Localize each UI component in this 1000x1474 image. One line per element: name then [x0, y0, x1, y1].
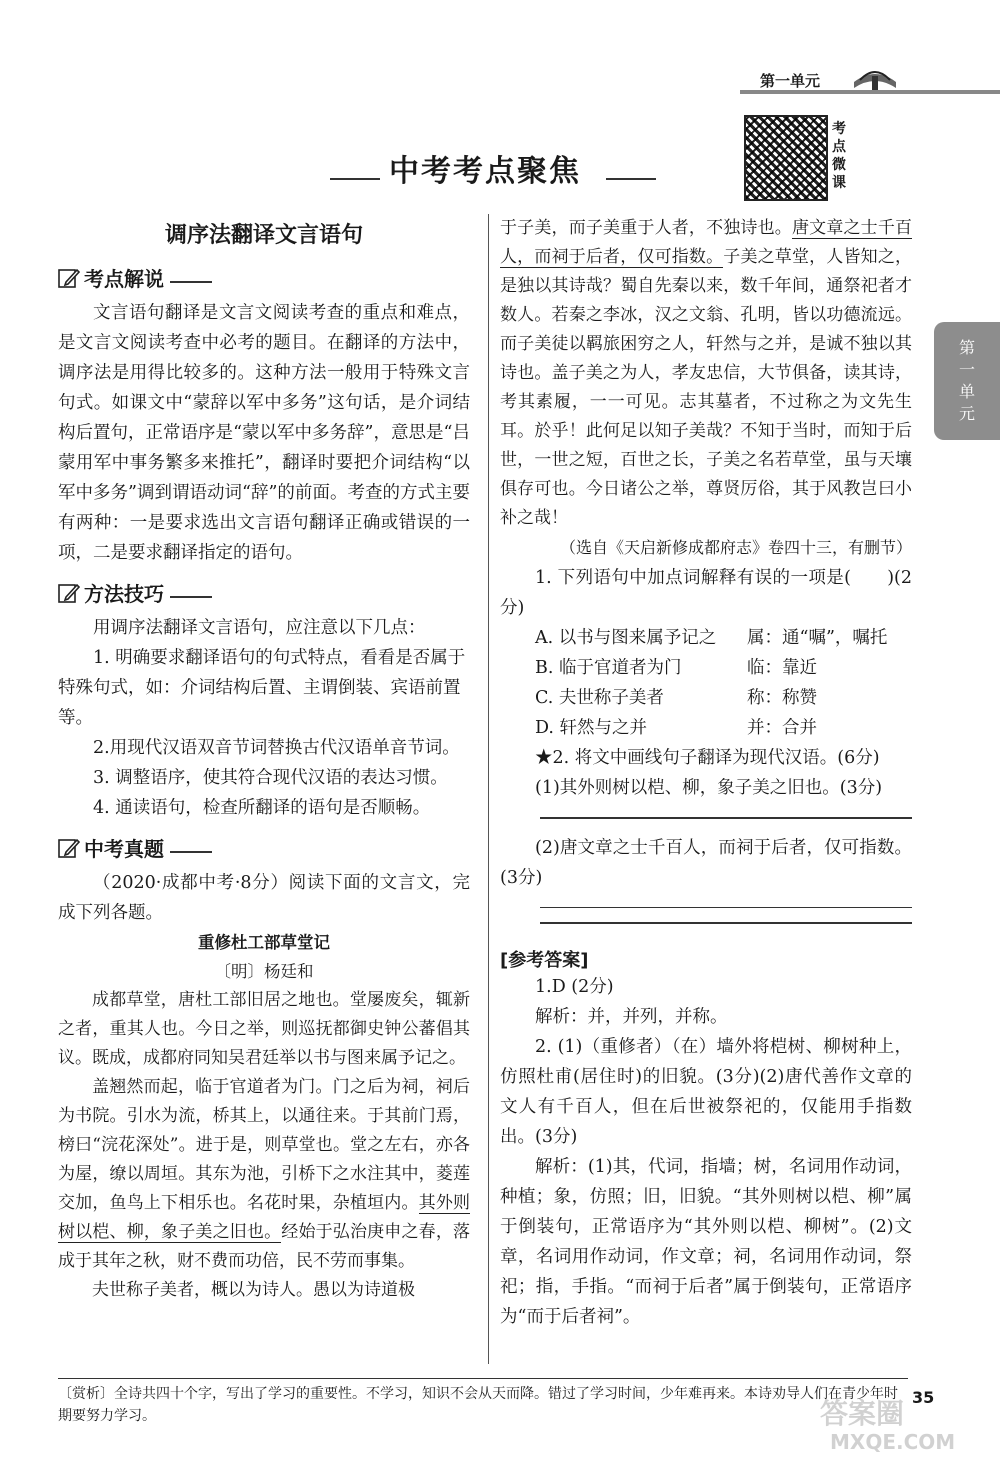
tag-exam-label: 中考真题: [84, 837, 164, 861]
qr-code-icon: [744, 115, 828, 201]
page-title: 中考考点聚焦: [389, 154, 581, 189]
passage-para: [58, 1073, 470, 1276]
option-row: [500, 623, 912, 653]
option-gloss: 并：合并: [747, 718, 817, 738]
underlined-sentence: 其外则树以桤、柳，象子美之旧也。: [58, 1193, 471, 1242]
passage-text: 盖翘然而起，临于官道者为门。门之后为祠，祠后为书院。引水为流，桥其上，以通往来。于其前门焉，榜曰“浣花深处”。进于是，则草堂也。堂之左右，亦各为屋，缭以周垣。其东为池，引桥下之水注其中，菱莲交加，鱼鸟上下相乐也。名花时果，杂植垣内。: [58, 1077, 470, 1213]
answer-2-explain: 解析：(1)其，代词，指墙；树，名词用作动词，种植；象，仿照；旧，旧貌。“其外则树以桤、柳”属于倒装句，正常语序为“其外则以桤、柳树”。(2)文章，名词用作动词，作文章；祠，名词用作动词，祭祀；指，手指。“而祠于后者”属于倒装句，正常语序为“而于后者祠”。: [500, 1156, 912, 1327]
exam-intro: （2020·成都中考·8分）阅读下面的文言文，完成下列各题。: [58, 873, 470, 923]
pencil-icon: [58, 837, 80, 859]
book-logo-icon: [850, 62, 900, 94]
side-tab-char: 单: [958, 382, 975, 401]
reference-title: [参考答案]: [500, 949, 589, 971]
passage-text: 于子美，而子美重于人者，不独诗也。: [500, 218, 792, 238]
tag-analysis-label: 考点解说: [84, 267, 164, 291]
method-point: 2.用现代汉语双音节词替换古代汉语单音节词。: [93, 738, 460, 758]
passage-para: 夫世称子美者，概以为诗人。愚以为诗道极: [92, 1280, 415, 1300]
tag-method-label: 方法技巧: [84, 582, 164, 606]
method-intro: 用调序法翻译文言语句，应注意以下几点：: [93, 618, 426, 638]
option-text: D. 轩然与之并: [535, 718, 648, 738]
tag-method: [58, 578, 470, 607]
pencil-icon: [58, 267, 80, 289]
left-column: [58, 214, 470, 1305]
method-point: 3. 调整语序，使其符合现代汉语的表达习惯。: [93, 768, 448, 788]
pencil-icon: [58, 582, 80, 604]
watermark: 答案圈: [820, 1397, 905, 1430]
answer-2: 2. (1)（重修者）（在）墙外将桤树、柳树种上，仿照杜甫(居住时)的旧貌。(3分)(2)唐代善作文章的文人有千百人，但在后世被祭祀的，仅能用手指数出。(3分): [500, 1036, 913, 1147]
option-text: C. 夫世称子美者: [535, 688, 664, 708]
passage-text: 子美之草堂，人皆知之，是独以其诗哉？蜀自先秦以来，数千年间，通祭祀者才数人。若秦之李冰，汉之文翁、孔明，皆以功德流远。而子美徒以羁旅困穷之人，轩然与之并，是诚不独以其诗也。盖子美之为人，孝友忠信，大节俱备，读其诗，考其素履，一一可见。志其墓者，不过称之为文先生耳。於乎！此何足以知子美哉？不知于当时，而知于后世，一世之短，百世之长，子美之名若草堂，虽与天壤俱存可也。今日诸公之举，尊贤厉俗，其于风教岂曰小补之哉！: [500, 247, 913, 528]
answer-line: [540, 922, 912, 924]
unit-header: [740, 62, 1000, 102]
side-tab-char: 元: [958, 404, 975, 423]
answer-1: 1.D (2分): [535, 976, 614, 997]
page-number: 35: [912, 1388, 935, 1407]
question-2-1: (1)其外则树以桤、柳，象子美之旧也。(3分): [535, 778, 883, 798]
side-tab-char: 一: [958, 360, 975, 379]
option-row: [500, 683, 912, 713]
option-row: [500, 713, 912, 743]
option-text: B. 临于官道者为门: [535, 658, 682, 678]
tag-rule: [170, 281, 212, 283]
option-text: A. 以书与图来属予记之: [535, 628, 717, 648]
tag-rule: [170, 596, 212, 598]
option-gloss: 临：靠近: [747, 658, 817, 678]
underlined-sentence: 唐文章之士千百人，而祠于后者，仅可指数。: [500, 218, 913, 267]
section-title: 调序法翻译文言语句: [164, 223, 363, 248]
method-point: 4. 通读语句，检查所翻译的语句是否顺畅。: [93, 798, 431, 818]
question-1: 1. 下列语句中加点词解释有误的一项是( )(2分): [500, 568, 912, 618]
tag-analysis: [58, 263, 470, 292]
right-column: [500, 214, 912, 1332]
watermark-url: MXQE.COM: [830, 1430, 956, 1454]
question-2: ★2. 将文中画线句子翻译为现代汉语。(6分): [535, 748, 880, 768]
passage-title: 重修杜工部草堂记: [198, 933, 330, 952]
analysis-text: 文言语句翻译是文言文阅读考查的重点和难点，是文言文阅读考查中必考的题目。在翻译的方法中，调序法是用得比较多的。这种方法一般用于特殊文言句式。如课文中“蒙辞以军中多务”这句话，是介词结构后置句，正常语序是“蒙以军中多务辞”，意思是“吕蒙用军中事务繁多来推托”，翻译时要把介词结构“以军中多务”调到谓语动词“辞”的前面。考查的方式主要有两种：一是要求选出文言语句翻译正确或错误的一项，二是要求翻译指定的语句。: [58, 303, 470, 563]
option-gloss: 称：称赞: [747, 688, 817, 708]
tag-exam: [58, 833, 470, 862]
footer-appreciation: 〔赏析〕全诗共四十个字，写出了学习的重要性。不学习，知识不会从天而降。错过了学习时间，少年难再来。本诗劝导人们在青少年时期要努力学习。: [58, 1386, 898, 1424]
column-divider: [488, 214, 489, 1364]
qr-label: 考点微课: [832, 121, 846, 191]
option-row: [500, 653, 912, 683]
passage-source: （选自《天启新修成都府志》卷四十三，有删节）: [559, 538, 912, 557]
passage-author: 〔明〕杨廷和: [214, 962, 314, 981]
answer-line: [540, 907, 912, 909]
passage-para: [500, 214, 912, 533]
question-2-2: (2)唐文章之士千百人，而祠于后者，仅可指数。(3分): [500, 837, 912, 888]
tag-rule: [170, 851, 212, 853]
passage-para: 成都草堂，唐杜工部旧居之地也。堂屡废矣，辄新之者，重其人也。今日之举，则巡抚都御史钟公蕃倡其议。既成，成都府同知吴君廷举以书与图来属予记之。: [58, 990, 470, 1068]
answer-line: [540, 817, 912, 819]
footer: [58, 1378, 908, 1427]
side-tab-char: 第: [958, 338, 975, 357]
side-unit-tab: [934, 322, 1000, 440]
passage-text: 经始于弘治庚申之春，落成于其年之秋，财不费而功倍，民不劳而事集。: [58, 1222, 471, 1271]
option-gloss: 属：通“嘱”，嘱托: [747, 628, 888, 648]
method-point: 1. 明确要求翻译语句的句式特点，看看是否属于特殊句式，如：介词结构后置、主谓倒装、宾语前置等。: [58, 648, 466, 728]
title-rule-right: [606, 178, 656, 180]
answer-1-explain: 解析：并，并列，并称。: [535, 1006, 728, 1027]
unit-label: 第一单元: [760, 72, 821, 90]
